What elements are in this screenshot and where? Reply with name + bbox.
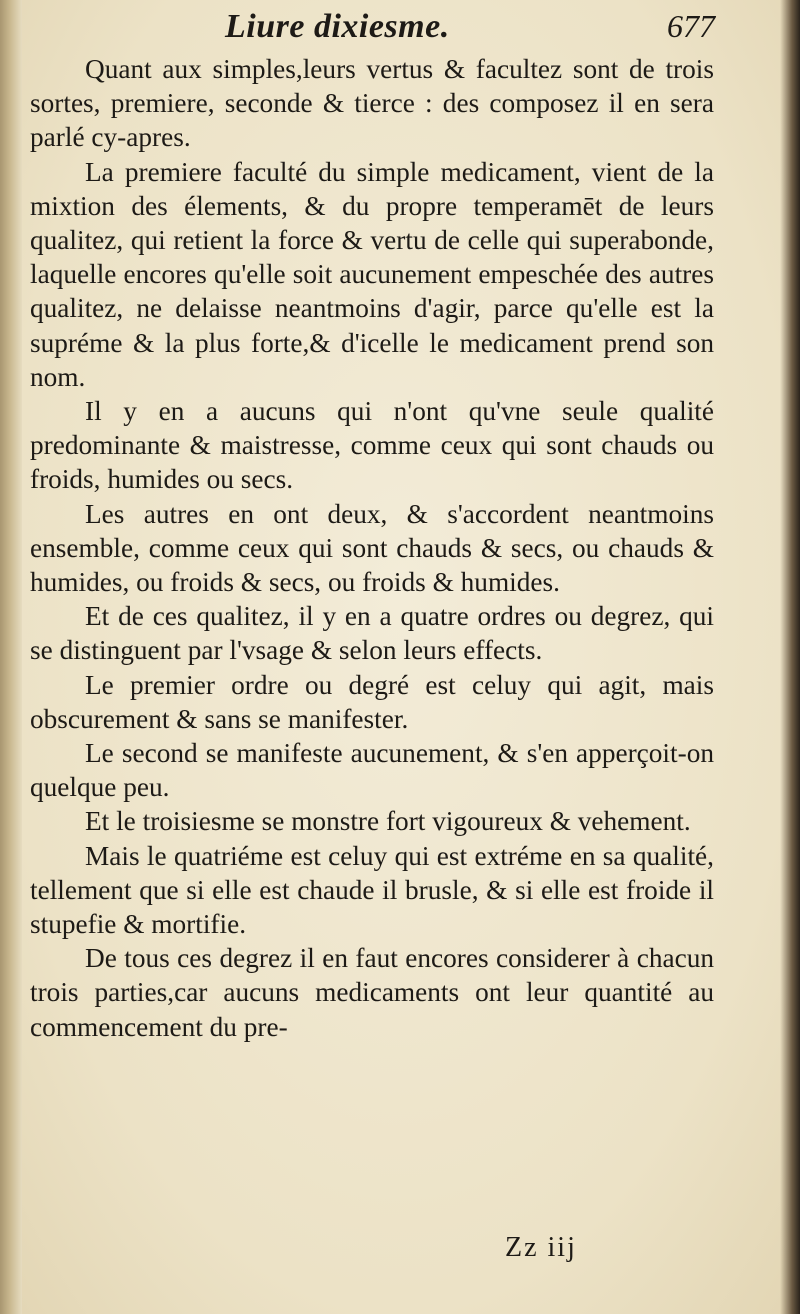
paragraph: Il y en a aucuns qui n'ont qu'vne seule qualité predominante & maistresse, comme ceux qui sont chauds ou froids, humides ou secs. bbox=[30, 396, 714, 495]
paragraph: La premiere faculté du simple medicament, vient de la mixtion des élements, & du propre temperamēt de leurs qualitez, qui retient la force & vertu de celle qui superabonde, laquelle encores qu'elle soit aucunement empeschée des autres qualitez, ne delaisse neantmoins d'agir, parce qu'elle est la supréme & la plus forte,& d'icelle le medicament prend son nom. bbox=[30, 156, 714, 392]
paragraph: Quant aux simples,leurs vertus & facultez sont de trois sortes, premiere, seconde & tierce : des composez il en sera parlé cy-apres. bbox=[30, 54, 714, 153]
page-gutter-shadow bbox=[0, 0, 22, 1314]
paragraph: Et de ces qualitez, il y en a quatre ordres ou degrez, qui se distinguent par l'vsage & selon leurs effects. bbox=[30, 601, 714, 666]
page-number: 677 bbox=[667, 8, 715, 44]
signature-mark: Zz iij bbox=[505, 1232, 577, 1263]
page-header bbox=[225, 8, 715, 50]
paragraph: De tous ces degrez il en faut encores considerer à chacun trois parties,car aucuns medicaments ont leur quantité au commencement du pre- bbox=[30, 943, 714, 1042]
paragraph: Et le troisiesme se monstre fort vigoureux & vehement. bbox=[85, 806, 691, 837]
running-head: Liure dixiesme. bbox=[225, 8, 450, 45]
body-text bbox=[30, 52, 714, 1044]
paragraph: Les autres en ont deux, & s'accordent neantmoins ensemble, comme ceux qui sont chauds & secs, ou chauds & humides, ou froids & secs, ou froids & humides. bbox=[30, 498, 714, 598]
paragraph: Le premier ordre ou degré est celuy qui agit, mais obscurement & sans se manifester. bbox=[30, 669, 714, 734]
paragraph: Le second se manifeste aucunement, & s'en apperçoit-on quelque peu. bbox=[30, 738, 714, 803]
paragraph: Mais le quatriéme est celuy qui est extréme en sa qualité, tellement que si elle est chaude il brusle, & si elle est froide il stupefie & mortifie. bbox=[30, 840, 714, 940]
page-edge-shadow bbox=[780, 0, 800, 1314]
